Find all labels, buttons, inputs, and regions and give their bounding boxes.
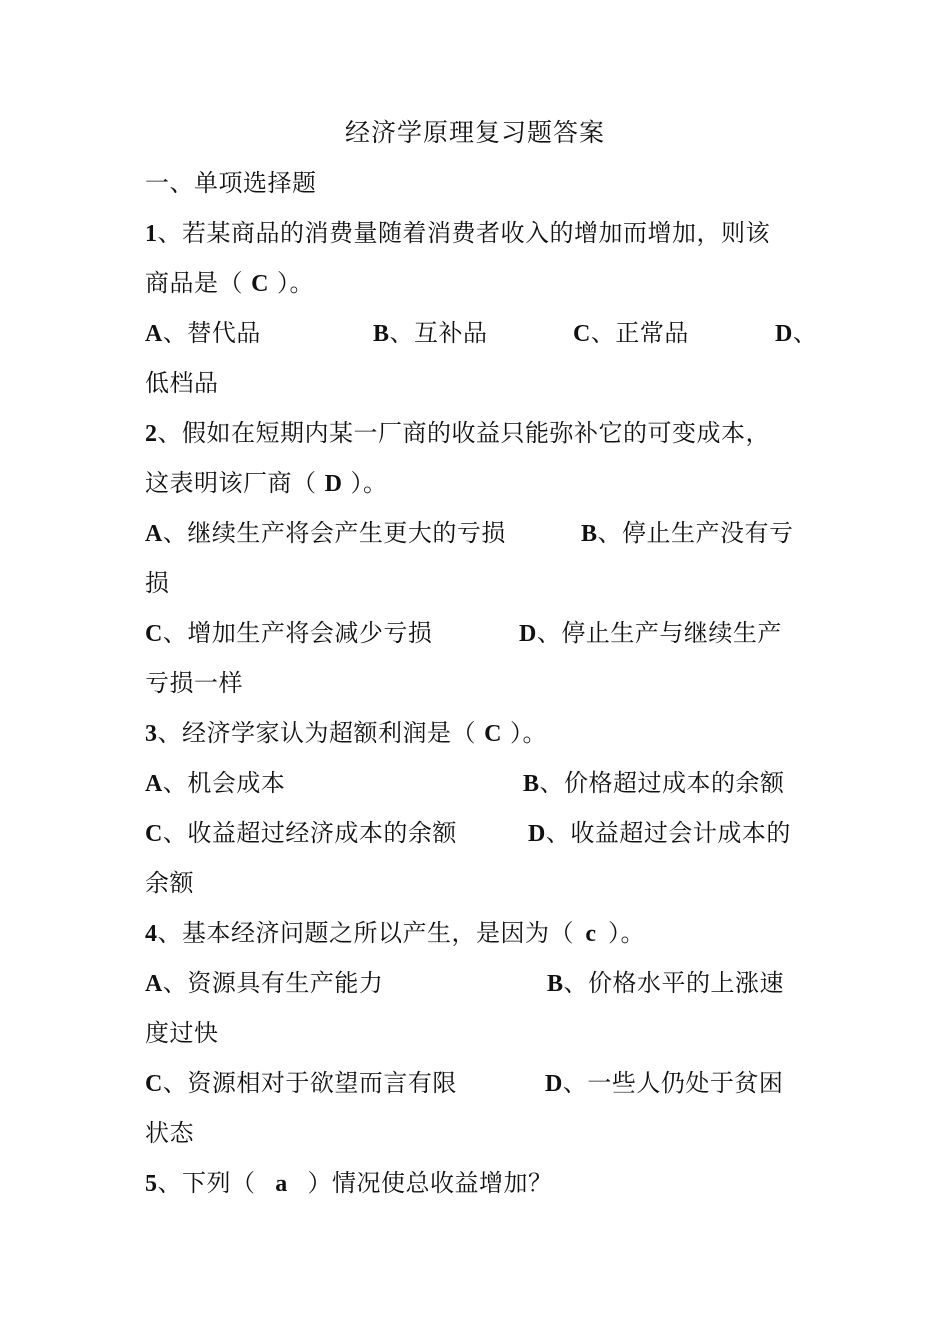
option-text: 、收益超过经济成本的余额 [162,819,457,847]
question-4-line-1 [145,918,810,949]
option-letter: B [547,971,564,997]
option-b [581,518,794,549]
option-b [547,968,784,999]
question-1-line-2 [145,268,810,299]
option-text: 、继续生产将会产生更大的亏损 [162,519,506,547]
option-text: 、资源相对于欲望而言有限 [162,1069,457,1097]
option-letter: A [145,521,163,547]
answer-letter: D [324,471,343,497]
option-a [145,518,506,549]
question-text: 、基本经济问题之所以产生，是因为（ [157,919,574,947]
question-2-line-2 [145,468,810,499]
option-letter: D [545,1071,563,1097]
question-text: 、下列（ [157,1169,256,1197]
question-number: 5 [145,1171,158,1197]
option-b [523,768,785,799]
question-3-line-1 [145,718,810,749]
option-c [145,818,457,849]
option-d [519,618,782,649]
option-letter: A [145,971,163,997]
option-letter: A [145,321,163,347]
option-text: 、正常品 [590,319,689,347]
option-letter: B [523,771,540,797]
question-text: 、若某商品的消费量随着消费者收入的增加而增加，则该 [157,219,770,247]
question-number: 2 [145,421,158,447]
question-text: ）。 [277,269,314,297]
question-number: 4 [145,921,158,947]
option-d-wrap: 余额 [145,869,194,897]
option-text: 、互补品 [389,319,488,347]
question-text: ）。 [350,469,388,497]
question-text: 、假如在短期内某一厂商的收益只能弥补它的可变成本， [157,419,770,447]
document-title: 经济学原理复习题答案 [344,118,605,147]
option-text: 、一些人仍处于贫困 [562,1069,784,1097]
option-letter: C [145,1071,163,1097]
option-d [545,1068,783,1099]
answer-letter: C [251,271,269,297]
option-text: 、 [792,319,818,347]
option-letter: D [519,621,537,647]
option-d-wrap: 低档品 [145,369,219,397]
option-letter: C [145,621,163,647]
option-letter: D [528,821,546,847]
option-text: 、收益超过会计成本的 [545,819,791,847]
question-text: 、经济学家认为超额利润是（ [157,719,476,747]
option-b-wrap: 损 [145,569,170,597]
question-text: 商品是（ [145,269,243,297]
option-letter: A [145,771,163,797]
option-letter: D [775,321,793,347]
question-5-line-1 [145,1168,810,1199]
answer-letter: C [484,721,502,747]
answer-letter: a [275,1171,288,1197]
option-d [775,318,817,349]
question-number: 1 [145,221,158,247]
section-heading-text: 一、单项选择题 [145,169,317,197]
question-text: 这表明该厂商（ [145,469,317,497]
option-b-wrap: 度过快 [145,1019,219,1047]
option-letter: B [581,521,598,547]
option-text: 、价格水平的上涨速 [563,969,785,997]
option-letter: C [145,821,163,847]
question-number: 3 [145,721,158,747]
option-c [573,318,689,349]
question-text: ）情况使总收益增加？ [307,1169,553,1197]
option-text: 、停止生产没有亏 [597,519,794,547]
option-text: 、停止生产与继续生产 [536,619,782,647]
option-text: 、增加生产将会减少亏损 [162,619,433,647]
option-d-wrap: 亏损一样 [145,669,243,697]
question-text: ）。 [608,919,645,947]
option-c [145,618,432,649]
option-text: 、价格超过成本的余额 [539,769,785,797]
option-text: 、替代品 [162,319,261,347]
option-a [145,768,285,799]
option-text: 、资源具有生产能力 [162,969,384,997]
answer-letter: c [585,921,597,947]
option-text: 、机会成本 [162,769,286,797]
option-b [373,318,488,349]
option-letter: B [373,321,390,347]
option-c [145,1068,457,1099]
question-2-line-1 [145,418,810,449]
option-letter: C [573,321,591,347]
option-a [145,318,261,349]
option-a [145,968,383,999]
option-d-wrap: 状态 [145,1119,194,1147]
option-d [528,818,791,849]
question-1-line-1 [145,218,810,249]
section-heading [145,168,810,198]
question-text: ）。 [510,719,547,747]
